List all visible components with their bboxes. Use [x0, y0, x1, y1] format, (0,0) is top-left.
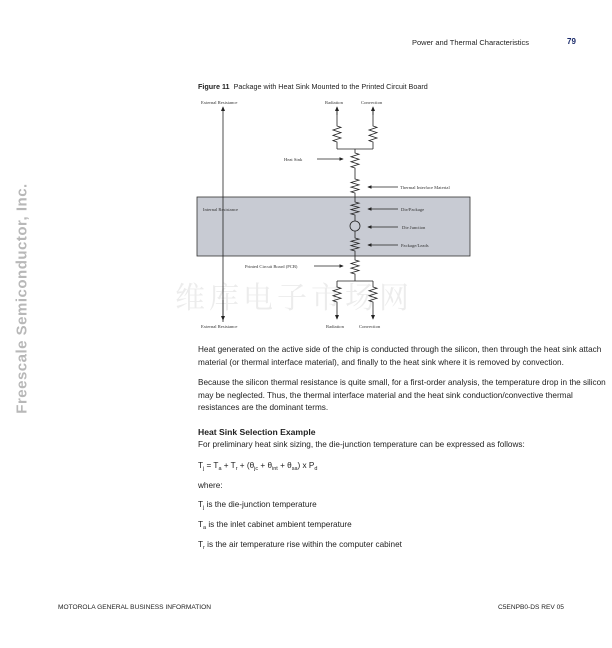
label-convection-top: Convection: [361, 100, 383, 105]
resistor-convection-bottom: [369, 285, 377, 304]
label-radiation-top: Radiation: [325, 100, 343, 105]
resistor-heat-sink: [351, 151, 359, 170]
internal-resistance-box: [197, 197, 470, 256]
label-heat-sink: Heat Sink: [284, 157, 303, 162]
definition-tr: $T_r$ is the air temperature rise within the computer cabinet: [198, 539, 402, 551]
paragraph-1: Heat generated on the active side of the chip is conducted through the silicon, then through the heat sink attach material (or thermal interface material), and finally to the heat sink where it is removed by convection.: [198, 345, 602, 367]
resistor-tim: [351, 177, 359, 195]
label-die-junction: Die Junction: [402, 225, 426, 230]
body-text: [198, 344, 610, 551]
label-package-leads: Package/Leads: [401, 243, 429, 248]
label-radiation-bottom: Radiation: [326, 324, 344, 329]
page-number: 79: [567, 37, 576, 46]
resistor-radiation-top: [333, 124, 341, 144]
side-watermark: Freescale Semiconductor, Inc.: [13, 183, 31, 414]
footer-left: MOTOROLA GENERAL BUSINESS INFORMATION: [58, 604, 212, 611]
label-external-bottom: External Resistance: [201, 324, 238, 329]
label-die-package: Die/Package: [401, 207, 425, 212]
definition-tj: $T_j$ is the die-junction temperature: [198, 500, 317, 512]
section-heading: Heat Sink Selection Example: [198, 426, 316, 437]
resistor-radiation-bottom: [333, 285, 341, 304]
label-pcb: Printed Circuit Board (PCB): [245, 264, 298, 269]
where-label: where:: [198, 480, 223, 490]
label-internal: Internal Resistance: [203, 207, 239, 212]
paragraph-3: For preliminary heat sink sizing, the die-junction temperature can be expressed as follows:: [198, 439, 525, 449]
label-convection-bottom: Convection: [359, 324, 381, 329]
paragraph-2: Because the silicon thermal resistance is quite small, for a first-order analysis, the temperature drop in the silicon may be neglected. Thus, the thermal interface material and the heat sink conduction/convective thermal resistances are the dominant terms.: [198, 378, 606, 413]
resistor-pcb: [351, 258, 359, 276]
label-external-top: External Resistance: [201, 100, 238, 105]
equation: $T_j = T_a + T_r + (\theta_{jc} + \theta_{int} + \theta_{sa})$ x $P_d$: [198, 461, 318, 473]
running-header: Power and Thermal Characteristics: [412, 38, 529, 47]
figure-title: Package with Heat Sink Mounted to the Printed Circuit Board: [233, 82, 428, 91]
resistor-convection-top: [369, 124, 377, 144]
label-tim: Thermal Interface Material: [400, 185, 450, 190]
footer-right: C5ENPB0-DS REV 05: [498, 604, 564, 611]
figure-label: Figure 11: [198, 82, 230, 91]
watermark: 维库电子市场网: [175, 281, 413, 316]
definition-ta: $T_a$ is the inlet cabinet ambient temperature: [198, 519, 352, 531]
